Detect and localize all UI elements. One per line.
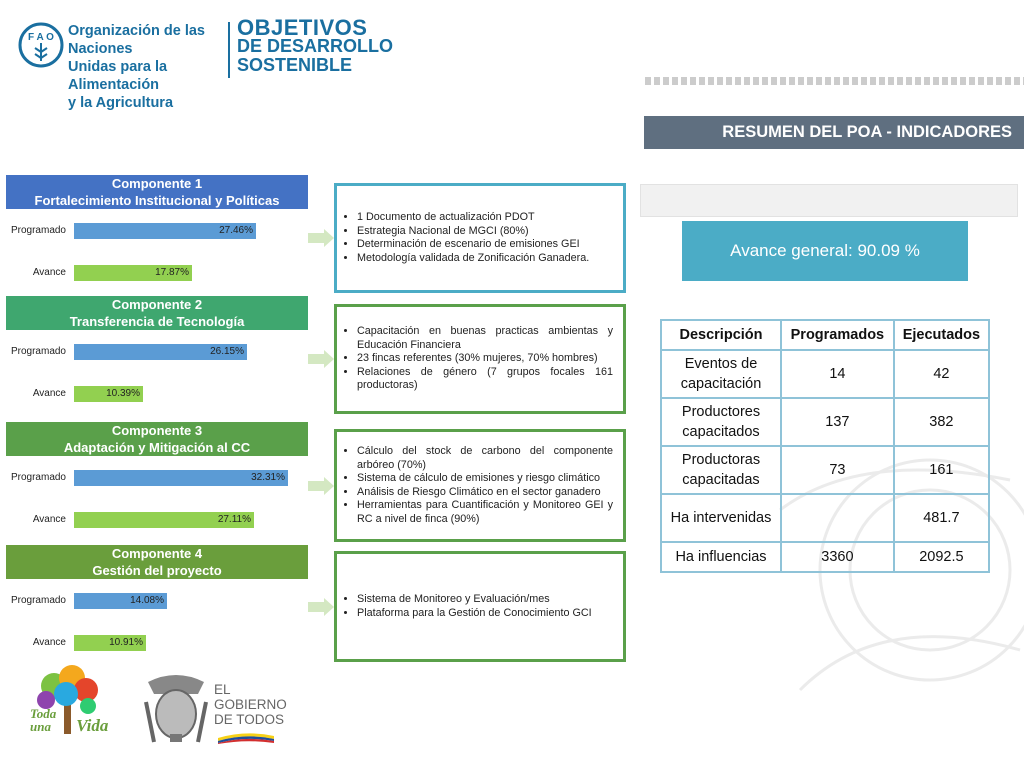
ods-line: DE DESARROLLO bbox=[237, 36, 394, 56]
category-label: Programado bbox=[10, 595, 66, 606]
bullet-item: • 23 fincas referentes (30% mujeres, 70% hombres) bbox=[357, 352, 613, 366]
gob-line: EL bbox=[214, 682, 231, 697]
category-label: Avance bbox=[32, 637, 66, 648]
component-chart bbox=[6, 456, 308, 542]
bullet-item: • Estrategia Nacional de MGCI (80%) bbox=[357, 225, 589, 239]
category-label: Programado bbox=[10, 472, 66, 483]
bullet-item: • Sistema de Monitoreo y Evaluación/mes bbox=[357, 593, 592, 607]
component-title: Componente 1 bbox=[111, 176, 203, 191]
right-arrow-icon bbox=[308, 229, 334, 247]
component-chart bbox=[6, 209, 308, 295]
svg-text:F A O: F A O bbox=[28, 32, 54, 43]
component-header bbox=[6, 175, 308, 209]
component-subtitle: Adaptación y Mitigación al CC bbox=[63, 440, 251, 455]
component-header bbox=[6, 296, 308, 330]
component-header bbox=[6, 545, 308, 579]
programado-bar: 26.15% bbox=[74, 344, 247, 360]
avance-bar: 10.39% bbox=[74, 386, 143, 402]
component-title: Componente 2 bbox=[111, 297, 203, 312]
bullet-item: • Plataforma para la Gestión de Conocimiento GCI bbox=[357, 607, 592, 621]
gobierno-logo bbox=[214, 682, 287, 727]
page-title: RESUMEN DEL POA - INDICADORES bbox=[644, 116, 1024, 149]
avance-bar: 27.11% bbox=[74, 512, 254, 528]
programado-bar: 32.31% bbox=[74, 470, 288, 486]
table-row bbox=[661, 398, 989, 446]
flag-stripes-icon bbox=[218, 730, 274, 744]
table-cell: 14 bbox=[781, 350, 894, 398]
indicators-table bbox=[660, 319, 990, 573]
table-cell: Ha intervenidas bbox=[661, 494, 781, 542]
table-row bbox=[661, 494, 989, 542]
bullet-list bbox=[343, 211, 589, 265]
right-arrow-icon bbox=[308, 350, 334, 368]
table-cell: 382 bbox=[894, 398, 989, 446]
table-header-row bbox=[661, 320, 989, 350]
toda-una-vida-text bbox=[30, 708, 108, 733]
avance-general-box: Avance general: 90.09 % bbox=[682, 221, 968, 281]
avance-bar: 17.87% bbox=[74, 265, 192, 281]
table-cell: 161 bbox=[894, 446, 989, 494]
table-cell: 2092.5 bbox=[894, 542, 989, 572]
category-label: Avance bbox=[32, 514, 66, 525]
table-row bbox=[661, 446, 989, 494]
right-arrow-icon bbox=[308, 598, 334, 616]
component-chart bbox=[6, 579, 308, 660]
right-arrow-icon bbox=[308, 477, 334, 495]
table-header: Ejecutados bbox=[894, 320, 989, 350]
bullet-item: • Relaciones de género (7 grupos focales 161 productoras) bbox=[357, 366, 613, 393]
gob-line: GOBIERNO bbox=[214, 697, 287, 712]
ods-logo bbox=[237, 15, 394, 75]
logo-divider bbox=[228, 22, 230, 78]
ods-line: SOSTENIBLE bbox=[237, 55, 353, 75]
component-title: Componente 3 bbox=[111, 423, 203, 438]
category-label: Avance bbox=[32, 267, 66, 278]
table-cell: 3360 bbox=[781, 542, 894, 572]
component-header bbox=[6, 422, 308, 456]
bullet-item: • Análisis de Riesgo Climático en el sector ganadero bbox=[357, 486, 613, 500]
component-summary-box bbox=[334, 429, 626, 542]
ecuador-coat-of-arms-icon bbox=[142, 672, 210, 746]
component-chart bbox=[6, 330, 308, 416]
bullet-item: • Capacitación en buenas practicas ambientas y Educación Financiera bbox=[357, 325, 613, 352]
avance-bar: 10.91% bbox=[74, 635, 146, 651]
table-cell: 137 bbox=[781, 398, 894, 446]
fao-line: Organización de las Naciones bbox=[68, 23, 205, 57]
bullet-item: • Sistema de cálculo de emisiones y riesgo climático bbox=[357, 472, 613, 486]
fao-logo-icon bbox=[18, 18, 64, 76]
category-label: Programado bbox=[10, 225, 66, 236]
table-cell: Ha influencias bbox=[661, 542, 781, 572]
category-label: Programado bbox=[10, 346, 66, 357]
tuv-word: Toda bbox=[30, 706, 57, 721]
table-row bbox=[661, 350, 989, 398]
category-label: Avance bbox=[32, 388, 66, 399]
bullet-list bbox=[343, 445, 613, 526]
table-cell: 481.7 bbox=[894, 494, 989, 542]
programado-bar: 27.46% bbox=[74, 223, 256, 239]
component-subtitle: Gestión del proyecto bbox=[92, 563, 222, 578]
bullet-list bbox=[343, 325, 613, 393]
table-header: Descripción bbox=[661, 320, 781, 350]
programado-bar: 14.08% bbox=[74, 593, 167, 609]
component-summary-box bbox=[334, 304, 626, 414]
component-title: Componente 4 bbox=[111, 546, 203, 561]
fao-line: y la Agricultura bbox=[68, 95, 174, 111]
component-subtitle: Transferencia de Tecnología bbox=[69, 314, 245, 329]
dotted-divider bbox=[645, 77, 1024, 85]
table-cell: Eventos de capacitación bbox=[661, 350, 781, 398]
bullet-item: • 1 Documento de actualización PDOT bbox=[357, 211, 589, 225]
table-row bbox=[661, 542, 989, 572]
component-summary-box bbox=[334, 551, 626, 662]
component-summary-box bbox=[334, 183, 626, 293]
table-cell: 42 bbox=[894, 350, 989, 398]
table-cell: 73 bbox=[781, 446, 894, 494]
ods-line: OBJETIVOS bbox=[237, 15, 368, 40]
fao-name bbox=[68, 22, 233, 112]
bullet-item: • Determinación de escenario de emisiones GEI bbox=[357, 238, 589, 252]
fao-line: Unidas para la Alimentación bbox=[68, 59, 168, 93]
bullet-item: • Cálculo del stock de carbono del componente arbóreo (70%) bbox=[357, 445, 613, 472]
grey-strip bbox=[640, 184, 1018, 217]
table-cell: Productoras capacitadas bbox=[661, 446, 781, 494]
table-cell bbox=[781, 494, 894, 542]
bullet-item: • Herramientas para Cuantificación y Monitoreo GEI y RC a nivel de finca (90%) bbox=[357, 499, 613, 526]
gob-line: DE TODOS bbox=[214, 712, 285, 727]
bullet-item: • Metodología validada de Zonificación Ganadera. bbox=[357, 252, 589, 266]
tuv-word: una bbox=[30, 719, 51, 734]
bullet-list bbox=[343, 593, 592, 620]
table-cell: Productores capacitados bbox=[661, 398, 781, 446]
table-header: Programados bbox=[781, 320, 894, 350]
component-subtitle: Fortalecimiento Institucional y Políticas bbox=[34, 193, 280, 208]
tuv-word: Vida bbox=[76, 716, 109, 735]
